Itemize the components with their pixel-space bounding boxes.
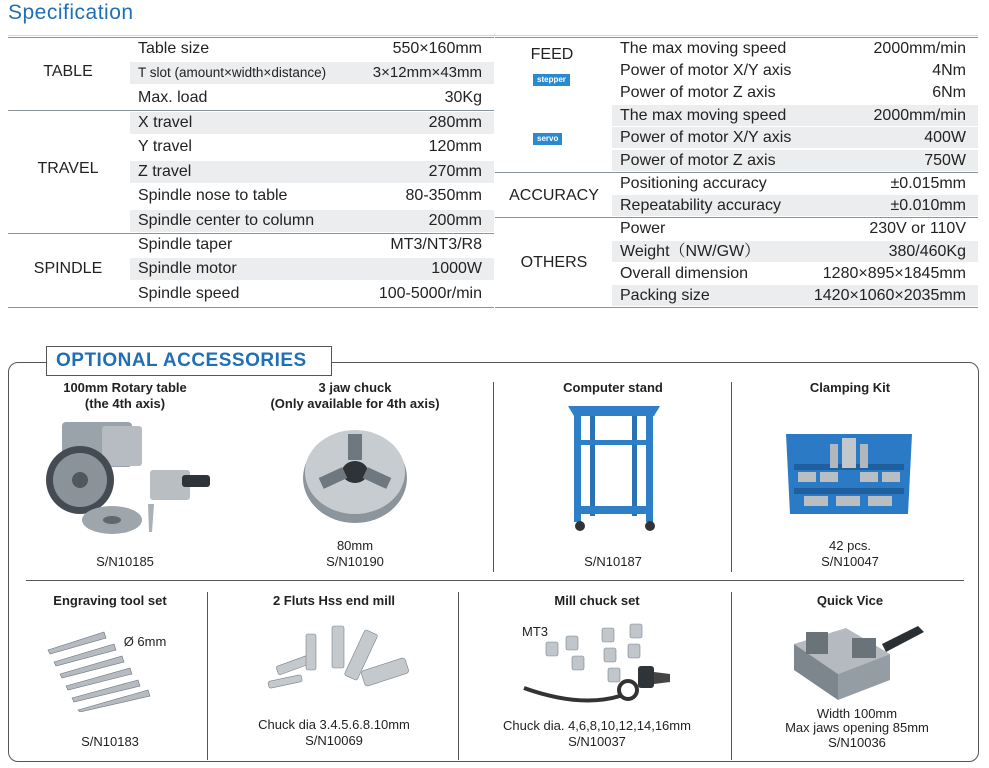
- spec-key: T slot (amount×width×distance): [138, 65, 327, 80]
- item-subtitle: (the 4th axis): [84, 396, 166, 411]
- spec-value: 200mm: [428, 212, 482, 229]
- spec-value: 750W: [924, 152, 966, 169]
- spec-value: ±0.010mm: [890, 197, 966, 214]
- end-mill-image: [262, 620, 412, 698]
- divider: [731, 592, 732, 760]
- spec-value: 30Kg: [444, 89, 482, 106]
- item-note: Width 100mm: [816, 706, 898, 721]
- spec-key: Repeatability accuracy: [620, 197, 781, 214]
- item-title: Mill chuck set: [554, 593, 640, 608]
- spec-row: [130, 258, 494, 280]
- spec-value: 280mm: [428, 114, 482, 131]
- clamping-kit-image: [782, 430, 916, 520]
- spec-value: 550×160mm: [392, 40, 482, 57]
- item-sn: S/N10069: [305, 733, 363, 748]
- spec-key: The max moving speed: [620, 40, 787, 57]
- spec-key: Packing size: [620, 287, 710, 304]
- spec-row: [612, 285, 978, 306]
- spec-value: 380/460Kg: [888, 243, 966, 260]
- group-label-accuracy: ACCURACY: [509, 187, 599, 204]
- spec-row: [612, 105, 978, 126]
- item-title: Engraving tool set: [53, 593, 167, 608]
- item-title: Quick Vice: [816, 593, 884, 608]
- spec-row: [612, 150, 978, 171]
- spec-row: [130, 210, 494, 232]
- spec-key: Spindle motor: [138, 260, 237, 277]
- group-label-feed: FEED: [530, 46, 574, 63]
- spec-key: Y travel: [138, 138, 192, 155]
- divider: [458, 592, 459, 760]
- spec-key: Table size: [138, 40, 210, 57]
- group-label-travel: TRAVEL: [37, 160, 99, 177]
- rule: [8, 307, 494, 308]
- spec-key: Power: [620, 220, 666, 237]
- rotary-table-image: [42, 420, 212, 540]
- spec-key: Max. load: [138, 89, 208, 106]
- spec-key: Power of motor Z axis: [620, 84, 776, 101]
- spec-key: Power of motor X/Y axis: [620, 129, 792, 146]
- stepper-badge: stepper: [533, 74, 570, 86]
- spec-title-rule: [8, 35, 978, 36]
- spec-row: [130, 136, 494, 158]
- spec-value: 4Nm: [932, 62, 966, 79]
- spec-row: [130, 38, 494, 60]
- spec-value: MT3/NT3/R8: [390, 236, 482, 253]
- spec-value: 100-5000r/min: [378, 285, 482, 302]
- mill-chuck-image: [520, 616, 680, 708]
- item-title: 100mm Rotary table: [63, 380, 187, 395]
- item-sn: S/N10190: [326, 554, 384, 569]
- group-label-others: OTHERS: [520, 254, 588, 271]
- spec-row: [612, 263, 978, 284]
- spec-row: [130, 234, 494, 256]
- spec-row: [612, 173, 978, 194]
- accessories-title: OPTIONAL ACCESSORIES: [56, 350, 307, 371]
- spec-row: [130, 185, 494, 207]
- spec-key: X travel: [138, 114, 193, 131]
- item-sn: S/N10187: [584, 554, 642, 569]
- item-label: MT3: [522, 624, 548, 639]
- spec-key: Weight（NW/GW）: [620, 243, 761, 260]
- spec-row: [612, 195, 978, 216]
- spec-key: Spindle taper: [138, 236, 233, 253]
- item-label: Ø 6mm: [123, 634, 167, 649]
- spec-row: [612, 241, 978, 262]
- spec-row: [612, 127, 978, 148]
- spec-value: 3×12mm×43mm: [372, 64, 482, 81]
- spec-row: [612, 82, 978, 103]
- computer-stand-image: [560, 402, 670, 534]
- spec-key: Power of motor X/Y axis: [620, 62, 792, 79]
- spec-key: Z travel: [138, 163, 192, 180]
- spec-key: Spindle center to column: [138, 212, 315, 229]
- spec-row: [130, 283, 494, 305]
- item-sn: S/N10183: [81, 734, 139, 749]
- item-title: 3 jaw chuck: [318, 380, 392, 395]
- divider: [207, 592, 208, 760]
- rule: [8, 110, 494, 111]
- item-note: Chuck dia. 4,6,8,10,12,14,16mm: [503, 718, 691, 733]
- group-label-spindle: SPINDLE: [33, 260, 103, 277]
- spec-key: Positioning accuracy: [620, 175, 767, 192]
- spec-row: [130, 87, 494, 109]
- item-title: Computer stand: [563, 380, 663, 395]
- engraving-tools-image: [44, 628, 174, 712]
- jaw-chuck-image: [300, 420, 410, 525]
- spec-value: 1280×895×1845mm: [822, 265, 966, 282]
- item-note: Chuck dia 3.4.5.6.8.10mm: [258, 717, 410, 732]
- spec-title: Specification: [8, 1, 134, 24]
- item-sn: S/N10047: [821, 554, 879, 569]
- spec-value: 230V or 110V: [869, 220, 966, 237]
- group-label-table: TABLE: [43, 63, 93, 80]
- spec-value: ±0.015mm: [890, 175, 966, 192]
- item-subtitle: (Only available for 4th axis): [270, 396, 440, 411]
- spec-value: 120mm: [428, 138, 482, 155]
- item-title: Clamping Kit: [809, 380, 891, 395]
- item-sn: S/N10036: [828, 735, 886, 750]
- item-sn: S/N10185: [96, 554, 154, 569]
- divider: [731, 382, 732, 572]
- spec-value: 270mm: [428, 163, 482, 180]
- spec-value: 1420×1060×2035mm: [813, 287, 966, 304]
- spec-key: Overall dimension: [620, 265, 749, 282]
- servo-badge: servo: [533, 133, 562, 145]
- item-note-2: Max jaws opening 85mm: [785, 720, 929, 735]
- spec-row: [130, 62, 494, 84]
- spec-key: Spindle speed: [138, 285, 240, 302]
- spec-key: Spindle nose to table: [138, 187, 288, 204]
- spec-row: [612, 60, 978, 81]
- spec-value: 400W: [924, 129, 966, 146]
- spec-key: Power of motor Z axis: [620, 152, 776, 169]
- quick-vice-image: [786, 614, 930, 706]
- spec-value: 2000mm/min: [873, 107, 966, 124]
- spec-row: [130, 161, 494, 183]
- spec-value: 1000W: [431, 260, 482, 277]
- spec-value: 6Nm: [932, 84, 966, 101]
- item-title: 2 Fluts Hss end mill: [272, 593, 396, 608]
- spec-value: 2000mm/min: [873, 40, 966, 57]
- spec-value: 80-350mm: [405, 187, 482, 204]
- item-sn: S/N10037: [568, 734, 626, 749]
- divider: [493, 382, 494, 572]
- spec-row: [612, 218, 978, 239]
- divider: [26, 580, 964, 581]
- spec-row: [612, 38, 978, 59]
- item-note: 80mm: [336, 538, 374, 553]
- spec-row: [130, 112, 494, 134]
- spec-key: The max moving speed: [620, 107, 787, 124]
- rule: [495, 307, 978, 308]
- item-note: 42 pcs.: [829, 538, 871, 553]
